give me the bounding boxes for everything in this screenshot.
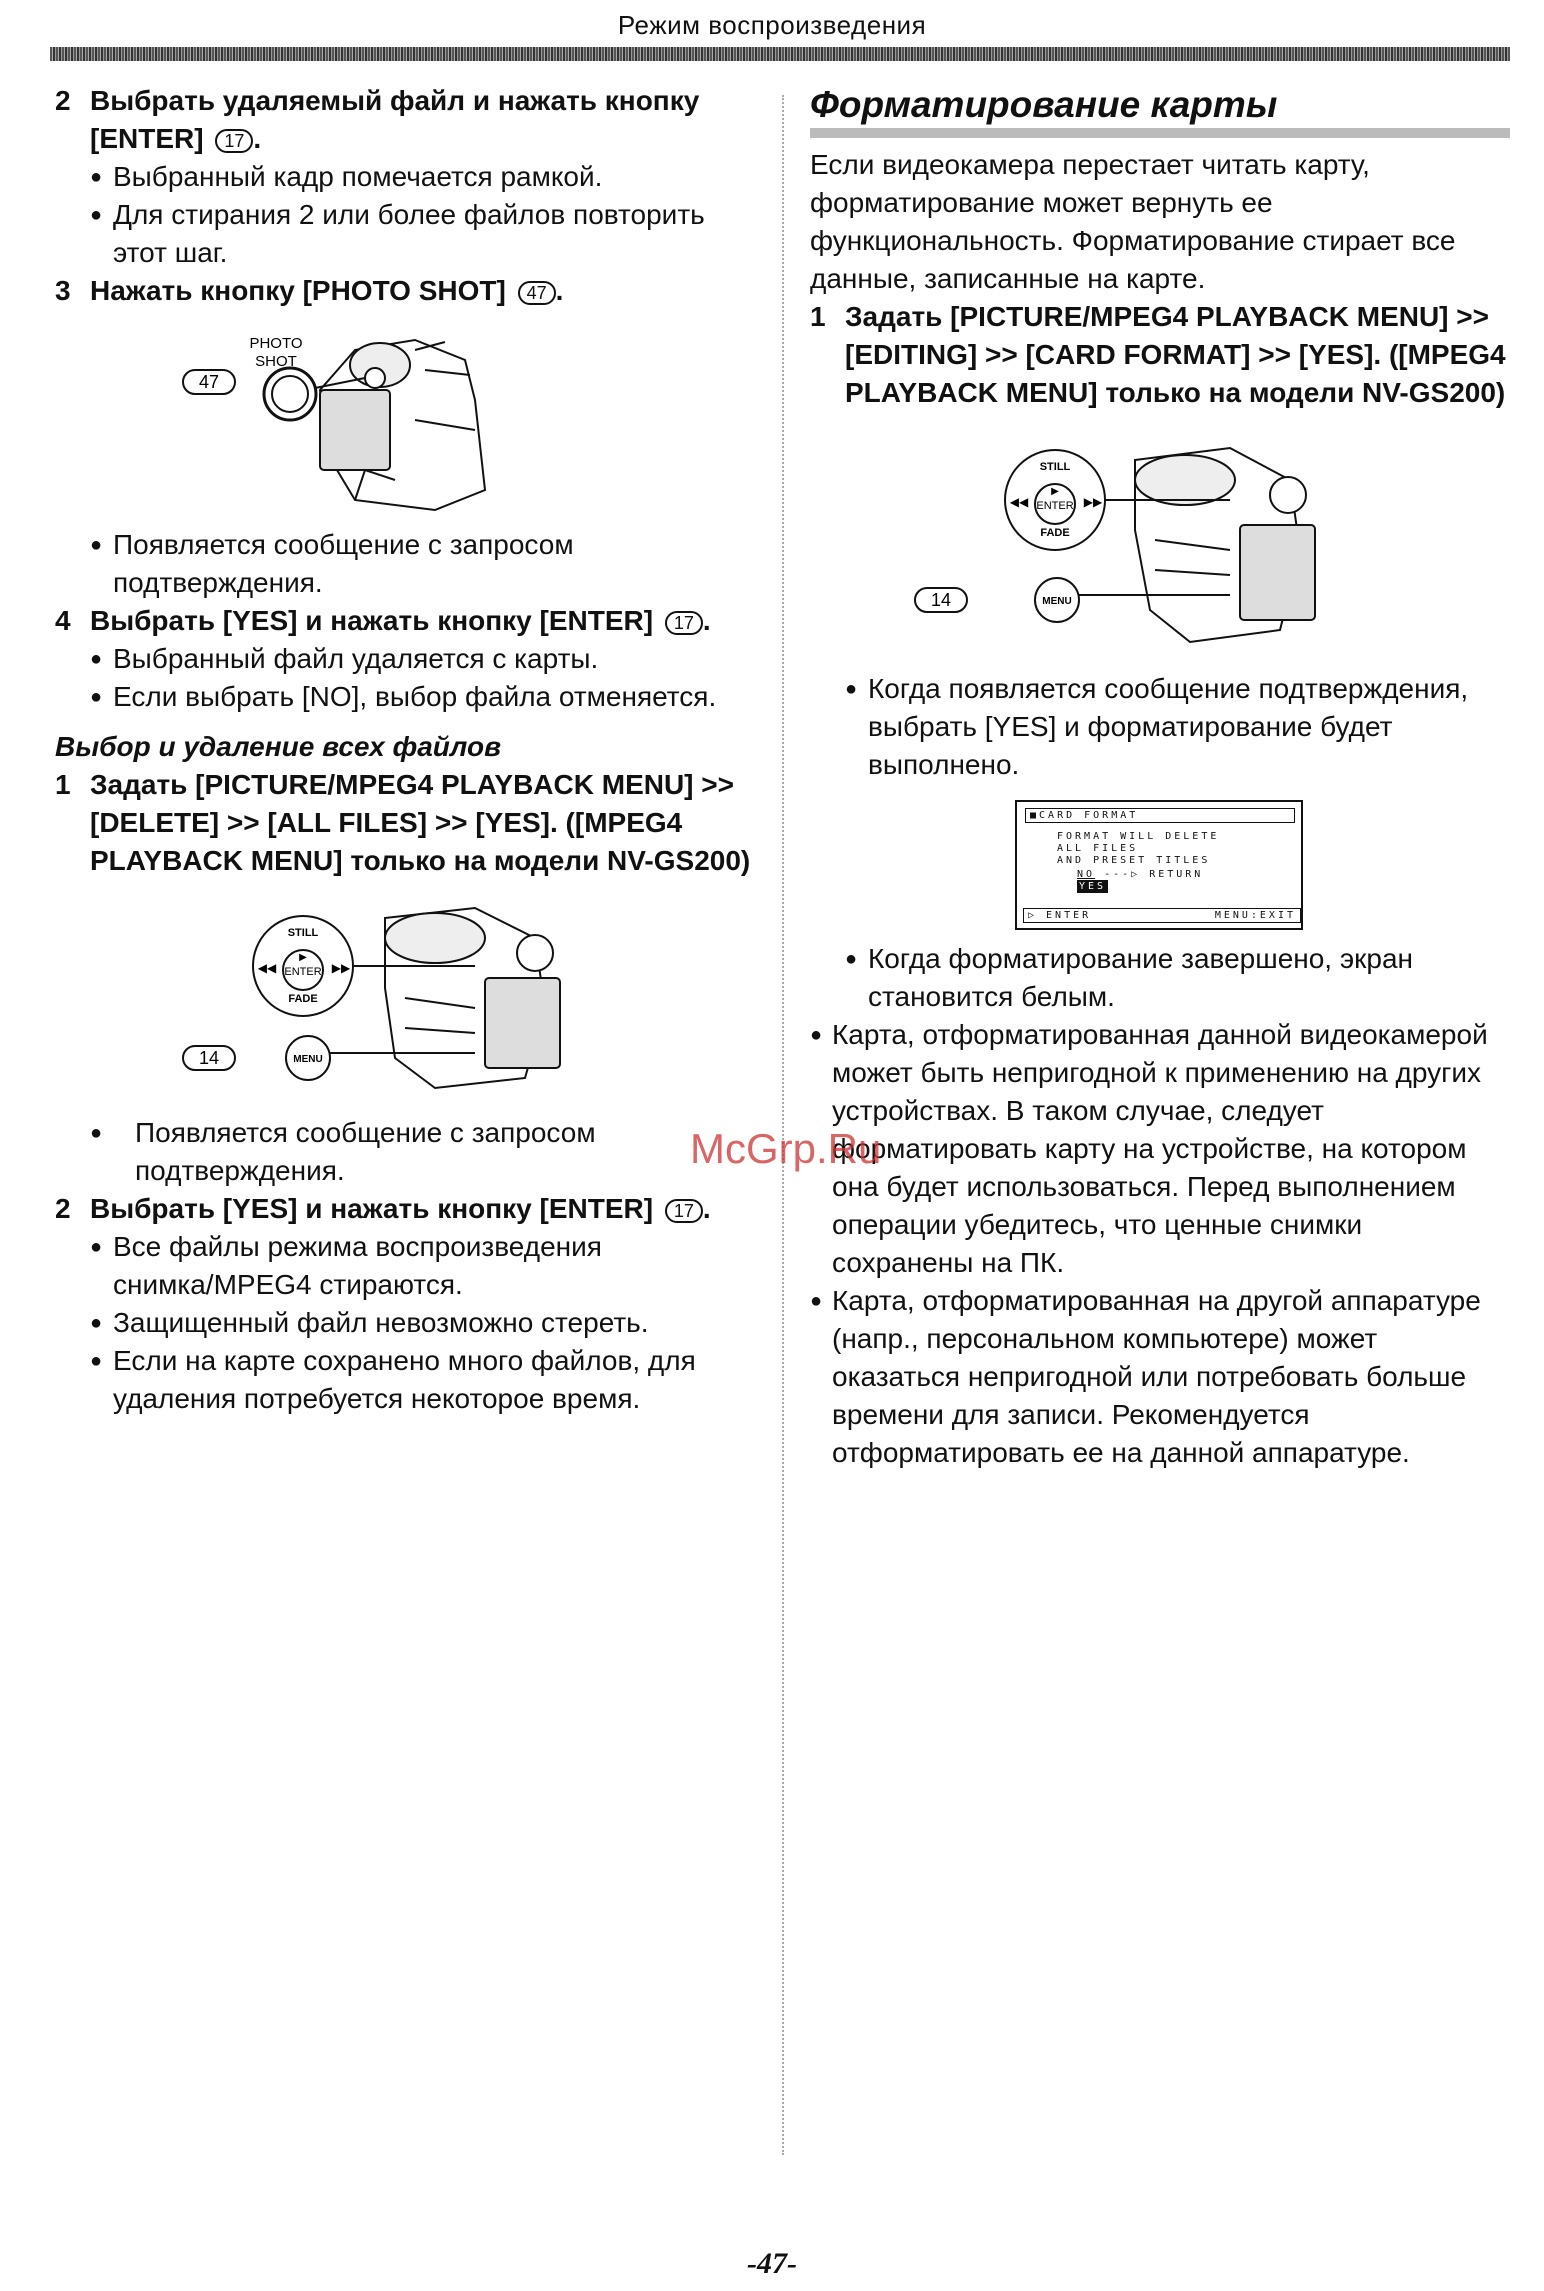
fast-forward-icon: ▶▶: [331, 961, 351, 975]
menu-label: MENU: [293, 1054, 323, 1065]
bullet-item: ● Появляется сообщение с запросом подтверждения.: [55, 1114, 755, 1190]
enter-label: ENTER: [284, 966, 322, 978]
step-text: Нажать кнопку [PHOTO SHOT]: [90, 275, 506, 306]
bullet-item: ● Если на карте сохранено много файлов, для удаления потребуется некоторое время.: [55, 1342, 755, 1418]
rewind-icon: ◀◀: [257, 961, 277, 975]
bullet-item: ● Когда появляется сообщение подтверждения, выбрать [YES] и форматирование будет выполнено.: [810, 670, 1510, 784]
option-yes[interactable]: YES: [1079, 881, 1107, 892]
intro-paragraph: Если видеокамера перестает читать карту, форматирование может вернуть ее функциональность. Форматирование стирает все данные, записанные на карте.: [810, 149, 1456, 294]
step-2-select-file: [55, 82, 755, 158]
enter-label: ENTER: [1036, 500, 1074, 512]
play-icon: ▶: [299, 952, 307, 963]
bullet-item: ● Все файлы режима воспроизведения снимка/MPEG4 стираются.: [55, 1228, 755, 1304]
step-tail: .: [702, 605, 711, 636]
left-column: [55, 82, 755, 1418]
step-4-select-yes: [55, 602, 755, 640]
note-item: ● Карта, отформатированная на другой аппаратуре (напр., персональном компьютере) может оказаться непригодной или потребовать больше времени для записи. Рекомендуется отформатировать ее на данной аппаратуре.: [810, 1282, 1510, 1472]
format-step-1: [810, 298, 1510, 412]
step-number: 1: [810, 301, 826, 332]
bullet-item: ● Защищенный файл невозможно стереть.: [55, 1304, 755, 1342]
fig-ref-label: 47: [198, 372, 220, 392]
subsection-title: Выбор и удаление всех файлов: [55, 731, 501, 762]
step-number: 3: [55, 275, 71, 306]
rewind-icon: ◀◀: [1009, 495, 1029, 509]
photo-shot-figure: [55, 330, 755, 520]
all-step-2-select-yes: [55, 1190, 755, 1228]
page-header-title: Режим воспроизведения: [617, 10, 927, 40]
fig-ref-label: 14: [198, 1048, 220, 1068]
bullet-item: ● Для стирания 2 или более файлов повторить этот шаг.: [55, 196, 755, 272]
fig-ref-label: 14: [930, 590, 952, 610]
fast-forward-icon: ▶▶: [1083, 495, 1103, 509]
photo-shot-button-inner: [272, 376, 308, 412]
bullet-item: ● Выбранный файл удаляется с карты.: [55, 640, 755, 678]
footer-menu-exit: MENU:EXIT: [1214, 910, 1296, 921]
bullet-item: ● Когда форматирование завершено, экран становится белым.: [810, 940, 1510, 1016]
joystick-illustration: [55, 898, 755, 1098]
page-ref-badge: 17: [665, 611, 703, 635]
footer-enter: ▷ ENTER: [1028, 910, 1092, 921]
still-label: STILL: [1039, 461, 1071, 473]
page-ref-badge: 47: [518, 281, 556, 305]
step-tail: .: [702, 1193, 711, 1224]
card-format-screen: [1015, 800, 1303, 930]
step-number: 4: [55, 605, 71, 636]
option-no[interactable]: NO: [1077, 869, 1096, 880]
section-title: Форматирование карты: [810, 82, 1510, 138]
bullet-item: ● Если выбрать [NO], выбор файла отменяется.: [55, 678, 755, 716]
step-number: 1: [55, 769, 71, 800]
step-text: Задать [PICTURE/MPEG4 PLAYBACK MENU] >> [EDITING] >> [CARD FORMAT] >> [YES]. ([MPEG4 PLAYBACK MENU] только на модели NV-GS200): [845, 301, 1506, 408]
step-text: Выбрать удаляемый файл и нажать кнопку [ENTER]: [90, 85, 700, 154]
play-icon: ▶: [1051, 486, 1059, 497]
fade-label: FADE: [288, 993, 318, 1005]
all-step-1-set-menu: [55, 766, 755, 880]
screen-title: [1025, 808, 1295, 823]
bullet-item: ● Появляется сообщение с запросом подтверждения.: [55, 526, 755, 602]
note-item: ● Карта, отформатированная данной видеокамерой может быть непригодной к применению на других устройствах. В таком случае, следует форматировать карту на устройстве, на котором она будет использоваться. Перед выполнением операции убедитесь, что ценные снимки сохранены на ПК.: [810, 1016, 1510, 1282]
card-icon: ■: [1030, 810, 1040, 821]
page-ref-badge: 17: [665, 1199, 703, 1223]
menu-label: MENU: [1042, 596, 1072, 607]
screen-title-text: CARD FORMAT: [1039, 810, 1139, 821]
step-number: 2: [55, 1193, 71, 1224]
option-arrow: ---▷: [1104, 869, 1141, 880]
page-number: -47-: [747, 2247, 797, 2280]
joystick-illustration: [810, 430, 1510, 660]
option-return: RETURN: [1149, 869, 1204, 880]
format-control-figure: [810, 430, 1510, 660]
camcorder-icon: [315, 340, 485, 510]
card-format-screen-figure: [810, 800, 1510, 940]
fade-label: FADE: [1040, 527, 1070, 539]
step-tail: .: [555, 275, 564, 306]
header-rule: [50, 47, 1510, 61]
right-column: [810, 82, 1510, 1472]
photo-label: PHOTO: [249, 335, 303, 352]
watermark: McGrp.Ru: [690, 1125, 882, 1172]
step-text: Выбрать [YES] и нажать кнопку [ENTER]: [90, 605, 654, 636]
menu-control-figure: [55, 898, 755, 1098]
step-text: Задать [PICTURE/MPEG4 PLAYBACK MENU] >> [DELETE] >> [ALL FILES] >> [YES]. ([MPEG4 PLAYBACK MENU] только на модели NV-GS200): [90, 769, 751, 876]
step-3-photo-shot: [55, 272, 755, 310]
camcorder-icon: [385, 908, 560, 1088]
still-label: STILL: [287, 927, 319, 939]
screen-line: AND PRESET TITLES: [1057, 855, 1211, 866]
screen-footer: [1023, 908, 1301, 923]
camera-illustration: [55, 330, 755, 520]
shot-label: SHOT: [255, 353, 297, 370]
bullet-item: ● Выбранный кадр помечается рамкой.: [55, 158, 755, 196]
step-text: Выбрать [YES] и нажать кнопку [ENTER]: [90, 1193, 654, 1224]
step-tail: .: [253, 123, 262, 154]
screen-line: FORMAT WILL DELETE: [1057, 831, 1220, 842]
step-number: 2: [55, 85, 71, 116]
page-ref-badge: 17: [215, 129, 253, 153]
screen-line: ALL FILES: [1057, 843, 1139, 854]
camcorder-icon: [1135, 448, 1315, 642]
